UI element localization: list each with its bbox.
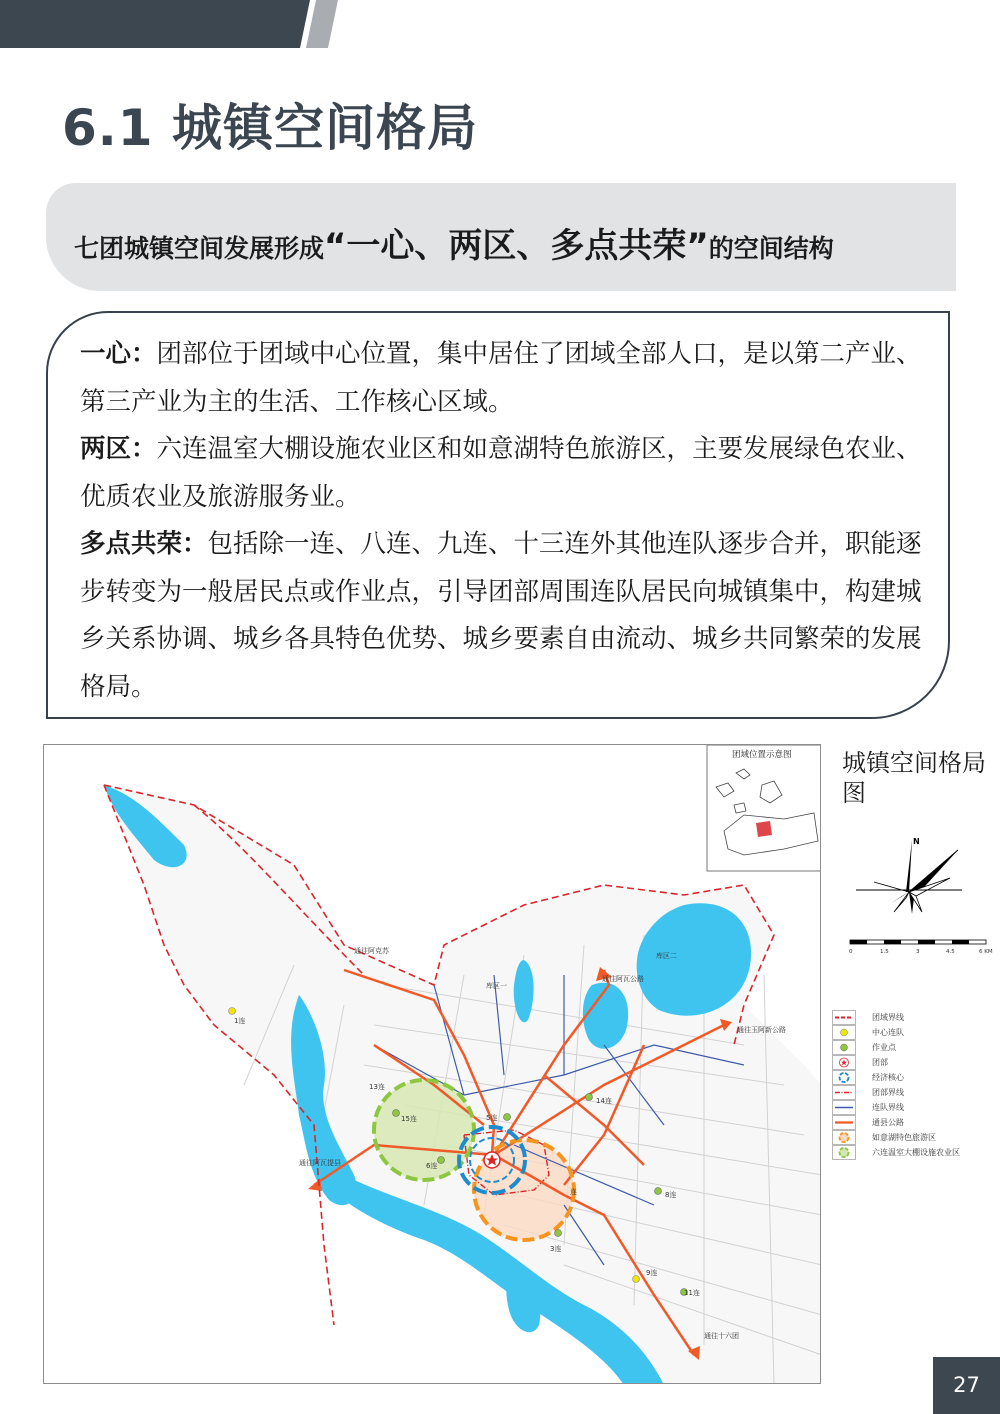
spatial-structure-map (43, 744, 821, 1384)
term-separator: ： (182, 529, 208, 559)
legend-label: 经济核心 (872, 1073, 904, 1082)
orange-ring-icon (832, 1130, 856, 1145)
label-road-yuaxin: 通往玉阿新公路 (737, 1026, 786, 1034)
green-dot-icon (832, 1040, 856, 1055)
label-company-13: 13连 (369, 1083, 385, 1091)
red-star-icon (832, 1055, 856, 1070)
legend-label: 如意湖特色旅游区 (872, 1133, 936, 1142)
section-title: 6.1 城镇空间格局 (62, 99, 478, 157)
work-point-dot (393, 1110, 400, 1117)
paragraph-text: 包括除一连、八连、九连、十三连外其他连队逐步合并，职能逐步转变为一般居民点或作业点，引导团部周围连队居民向城镇集中，构建城乡关系协调、城乡各具特色优势、城乡要素自由流动、城乡共同繁荣的发展格局。 (80, 529, 922, 702)
paragraph-text: 六连温室大棚设施农业区和如意湖特色旅游区，主要发展绿色农业、优质农业及旅游服务业。 (80, 434, 922, 512)
blue-line-icon (832, 1100, 856, 1115)
map-caption: 城镇空间格局图 (842, 749, 986, 807)
header-bar (0, 0, 1000, 48)
work-point-dot (504, 1114, 511, 1121)
label-road-akesu: 通往阿克苏 (354, 947, 389, 955)
banner-quote-close: ” (686, 226, 709, 266)
north-arrow-icon (906, 840, 912, 892)
legend-label: 中心连队 (872, 1028, 904, 1037)
label-company-15: 15连 (401, 1115, 417, 1123)
term-separator: ： (131, 434, 157, 464)
legend-label: 六连温室大棚设施农业区 (872, 1148, 960, 1157)
banner-prefix: 七团城镇空间发展形成 (74, 234, 325, 263)
legend-label: 连队界线 (872, 1103, 904, 1112)
scale-tick: 6 KM (979, 949, 993, 955)
legend-label: 团域界线 (872, 1013, 904, 1022)
scale-tick: 0 (849, 949, 853, 955)
inset-title: 团域位置示意图 (732, 750, 792, 760)
page-number: 27 (933, 1357, 1000, 1414)
label-reservoir-two: 库区二 (656, 952, 677, 960)
label-company-3: 3连 (550, 1245, 562, 1253)
work-point-dot (655, 1188, 662, 1195)
legend-label: 作业点 (872, 1043, 896, 1052)
label-reservoir-one: 库区一 (486, 982, 507, 990)
orange-line-icon (832, 1115, 856, 1130)
label-company-11: 11连 (684, 1289, 700, 1297)
compass-rose (854, 832, 964, 922)
paragraph-multi-points (80, 521, 930, 711)
legend-label: 通县公路 (872, 1118, 904, 1127)
label-company-6: 6连 (426, 1162, 438, 1170)
work-point-dot (438, 1157, 445, 1164)
legend-label: 团部 (872, 1058, 888, 1067)
label-company-1: 1连 (234, 1017, 246, 1025)
banner-heading (74, 218, 834, 267)
paragraph-text: 团部位于团域中心位置，集中居住了团域全部人口，是以第二产业、第三产业为主的生活、工作核心区域。 (80, 339, 922, 417)
label-road-awa: 通往阿瓦公路 (602, 975, 644, 983)
banner-highlight: 一心、两区、多点共荣 (346, 226, 687, 266)
scale-tick: 4.5 (946, 949, 955, 955)
scale-tick: 3 (916, 949, 920, 955)
label-company-8: 8连 (665, 1191, 677, 1199)
work-point-dot (555, 1230, 562, 1237)
label-company-unnamed: 连 (570, 1188, 577, 1196)
scale-tick: 1.5 (880, 949, 889, 955)
paragraph-one-center (80, 331, 930, 426)
term-separator: ： (131, 339, 157, 369)
label-company-9: 9连 (646, 1269, 658, 1277)
yellow-dot-icon (832, 1025, 856, 1040)
label-road-awatiao: 通往阿瓦提县 (299, 1159, 341, 1167)
label-road-16tuan: 通往十六团 (704, 1332, 739, 1340)
center-company-dot (633, 1276, 640, 1283)
red-dash-icon (832, 1010, 856, 1025)
north-label: N (913, 837, 920, 846)
inset-location-map (707, 745, 821, 871)
legend-label: 团部界线 (872, 1088, 904, 1097)
green-ring-icon (832, 1145, 856, 1160)
red-dashdot-icon (832, 1085, 856, 1100)
center-company-dot (229, 1008, 236, 1015)
paragraph-two-zones (80, 426, 930, 521)
banner-suffix: 的空间结构 (708, 234, 834, 263)
banner-quote-open: “ (324, 226, 347, 266)
work-point-dot (586, 1094, 593, 1101)
term-multi-points: 多点共荣 (80, 529, 183, 559)
term-one-center: 一心 (80, 339, 132, 369)
term-two-zones: 两区 (80, 434, 132, 464)
scale-bar (846, 936, 996, 960)
label-company-5: 5连 (486, 1114, 498, 1122)
label-company-14: 14连 (596, 1097, 612, 1105)
blue-ring-icon (832, 1070, 856, 1085)
map-canvas (44, 745, 821, 1384)
